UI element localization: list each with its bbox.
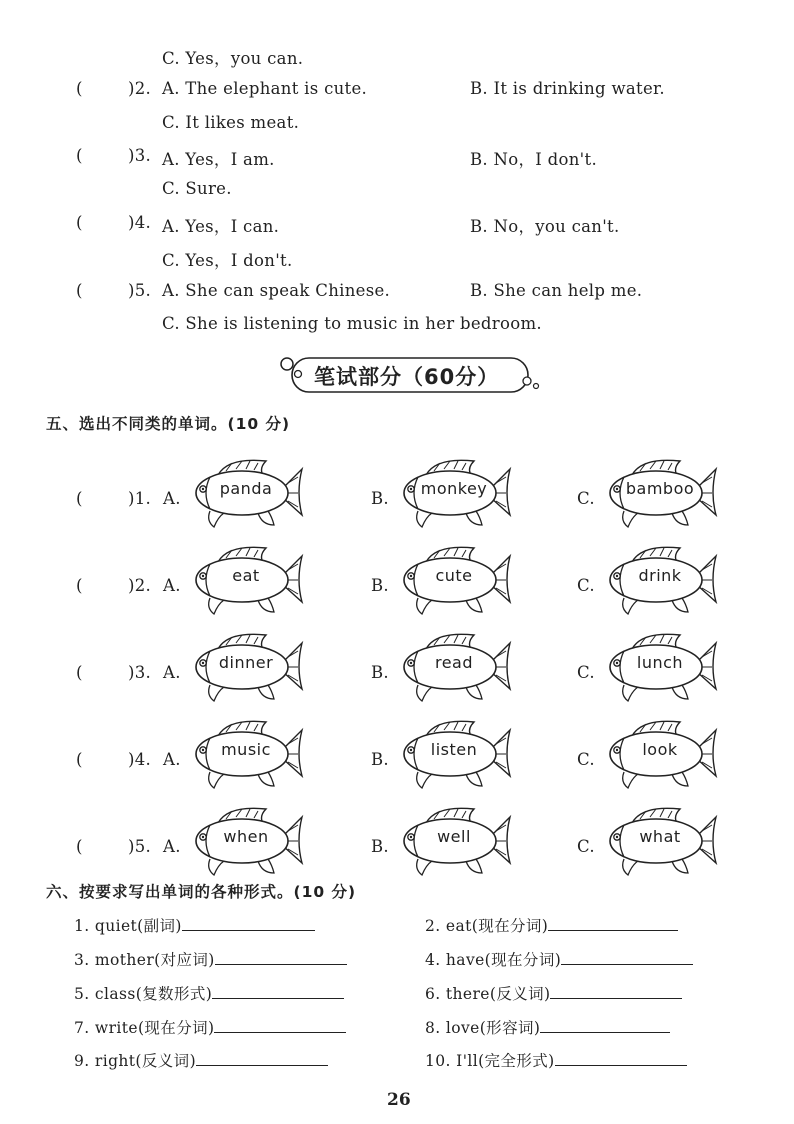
fish-word-option[interactable]	[396, 716, 512, 792]
q3-option-b: B. No，I don't.	[470, 150, 597, 169]
answer-paren[interactable]: (	[76, 213, 83, 232]
fish-word: lunch	[636, 653, 684, 672]
answer-blank[interactable]	[561, 950, 693, 965]
option-letter: B.	[371, 750, 389, 769]
option-letter: C.	[577, 837, 595, 856]
answer-blank[interactable]	[215, 950, 347, 965]
option-letter: C.	[577, 489, 595, 508]
answer-paren[interactable]: (	[76, 146, 83, 165]
answer-blank[interactable]	[196, 1051, 328, 1066]
option-letter: B.	[371, 663, 389, 682]
section-5-heading: 五、选出不同类的单词。(10 分)	[46, 415, 291, 433]
fish-word: monkey	[420, 479, 488, 498]
form-prompt: 4. have(现在分词)	[425, 951, 562, 969]
q2-option-a: A. The elephant is cute.	[162, 79, 368, 98]
fish-word-option[interactable]	[602, 455, 718, 531]
fish-word-option[interactable]	[188, 455, 304, 531]
written-part-title: 笔试部分（60分）	[314, 365, 500, 389]
option-letter: B.	[371, 576, 389, 595]
answer-paren[interactable]: (	[76, 750, 83, 769]
fish-word: bamboo	[625, 479, 695, 498]
fish-word-option[interactable]	[396, 629, 512, 705]
page-number: 26	[387, 1090, 411, 1110]
q4-option-c: C. Yes，I don't.	[162, 251, 293, 270]
q5-number: )5.	[128, 281, 152, 300]
answer-blank[interactable]	[550, 984, 682, 999]
q3-number: )3.	[128, 146, 152, 165]
answer-blank[interactable]	[540, 1018, 670, 1033]
q5-option-a: A. She can speak Chinese.	[162, 281, 391, 300]
fish-word-option[interactable]	[188, 803, 304, 879]
fish-word: what	[639, 827, 681, 846]
fish-word: look	[642, 740, 678, 759]
fish-word: panda	[219, 479, 273, 498]
option-letter: A.	[163, 489, 181, 508]
q5-option-b: B. She can help me.	[470, 281, 643, 300]
answer-blank[interactable]	[555, 1051, 687, 1066]
fish-word: music	[221, 740, 271, 759]
form-item	[74, 1049, 328, 1071]
option-letter: C.	[577, 576, 595, 595]
fish-word: drink	[638, 566, 682, 585]
form-prompt: 8. love(形容词)	[425, 1019, 541, 1037]
q4-option-a: A. Yes，I can.	[162, 217, 280, 236]
fish-word: when	[223, 827, 269, 846]
fish-word-option[interactable]	[602, 629, 718, 705]
form-prompt: 1. quiet(副词)	[74, 917, 182, 935]
fish-question-number: )5.	[128, 837, 152, 856]
form-item	[425, 914, 678, 936]
form-item	[425, 1049, 687, 1071]
form-prompt: 10. I'll(完全形式)	[425, 1052, 555, 1070]
q3-option-a: A. Yes，I am.	[162, 150, 275, 169]
fish-word-option[interactable]	[602, 716, 718, 792]
form-item	[74, 1016, 346, 1038]
option-letter: C.	[577, 750, 595, 769]
form-prompt: 5. class(复数形式)	[74, 985, 213, 1003]
written-part-banner	[278, 355, 540, 397]
fish-word-option[interactable]	[188, 629, 304, 705]
form-prompt: 6. there(反义词)	[425, 985, 551, 1003]
option-letter: A.	[163, 663, 181, 682]
answer-paren[interactable]: (	[76, 281, 83, 300]
form-item	[74, 982, 344, 1004]
form-item	[74, 914, 315, 936]
answer-blank[interactable]	[182, 916, 315, 931]
fish-word-option[interactable]	[602, 803, 718, 879]
form-item	[74, 948, 347, 970]
option-letter: A.	[163, 576, 181, 595]
option-letter: A.	[163, 750, 181, 769]
answer-blank[interactable]	[214, 1018, 346, 1033]
fish-word: read	[434, 653, 474, 672]
section-6-heading: 六、按要求写出单词的各种形式。(10 分)	[46, 883, 357, 901]
fish-question-number: )3.	[128, 663, 152, 682]
form-prompt: 3. mother(对应词)	[74, 951, 215, 969]
fish-question-number: )1.	[128, 489, 152, 508]
form-item	[425, 982, 682, 1004]
fish-word-option[interactable]	[188, 542, 304, 618]
answer-paren[interactable]: (	[76, 79, 83, 98]
fish-word-option[interactable]	[188, 716, 304, 792]
fish-word: cute	[435, 566, 473, 585]
option-letter: A.	[163, 837, 181, 856]
fish-word-option[interactable]	[396, 803, 512, 879]
option-letter: C.	[577, 663, 595, 682]
q2-number: )2.	[128, 79, 152, 98]
answer-blank[interactable]	[548, 916, 678, 931]
fish-word: listen	[430, 740, 478, 759]
fish-question-number: )2.	[128, 576, 152, 595]
q1-option-c: C. Yes，you can.	[162, 49, 304, 68]
option-letter: B.	[371, 489, 389, 508]
fish-word: eat	[232, 566, 260, 585]
form-item	[425, 1016, 670, 1038]
answer-paren[interactable]: (	[76, 489, 83, 508]
q4-option-b: B. No，you can't.	[470, 217, 620, 236]
answer-blank[interactable]	[212, 984, 344, 999]
fish-word-option[interactable]	[396, 455, 512, 531]
fish-question-number: )4.	[128, 750, 152, 769]
form-item	[425, 948, 693, 970]
q4-number: )4.	[128, 213, 152, 232]
form-prompt: 2. eat(现在分词)	[425, 917, 549, 935]
q2-option-b: B. It is drinking water.	[470, 79, 665, 98]
form-prompt: 9. right(反义词)	[74, 1052, 197, 1070]
fish-word: dinner	[218, 653, 274, 672]
q5-option-c: C. She is listening to music in her bedroom.	[162, 314, 542, 333]
fish-word: well	[437, 827, 471, 846]
fish-word-option[interactable]	[396, 542, 512, 618]
answer-paren[interactable]: (	[76, 663, 83, 682]
option-letter: B.	[371, 837, 389, 856]
q2-option-c: C. It likes meat.	[162, 113, 300, 132]
answer-paren[interactable]: (	[76, 837, 83, 856]
fish-word-option[interactable]	[602, 542, 718, 618]
q3-option-c: C. Sure.	[162, 179, 232, 198]
answer-paren[interactable]: (	[76, 576, 83, 595]
form-prompt: 7. write(现在分词)	[74, 1019, 215, 1037]
